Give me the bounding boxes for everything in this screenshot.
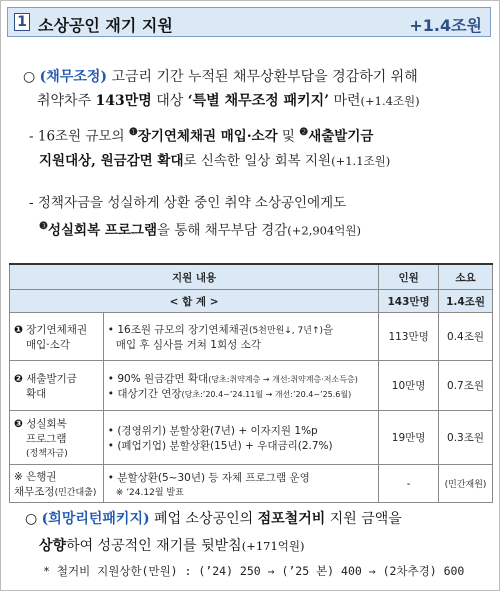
text: 취약차주 <box>37 93 96 109</box>
text: 및 <box>277 128 300 145</box>
total-budget: 1.4조원 <box>439 290 493 313</box>
row-name-line: 확대 <box>26 387 47 400</box>
text: 정책자금을 성실하게 상환 중인 취약 소상공인에게도 <box>33 195 347 211</box>
marker-2: ❷ <box>299 127 309 138</box>
highlight: 점포철거비 <box>257 511 326 527</box>
row-name-line: ※ 은행권 <box>14 470 57 483</box>
total-people: 143만명 <box>379 290 439 313</box>
row-name-line: 채무조정 <box>14 485 55 498</box>
row-people: - <box>379 465 439 503</box>
content-note: (당초:취약계층 → 개선:취약계층·저소득층) <box>208 374 358 384</box>
content-line: • 분할상환(5~30년) 등 자체 프로그램 운영 <box>107 471 310 484</box>
amount: (+1.4조원) <box>360 94 420 108</box>
highlight-count: 143만명 <box>95 93 152 109</box>
section-amount: +1.4조원 <box>409 16 482 35</box>
row-content <box>103 361 378 411</box>
row-name-line: 성실회복 <box>26 418 67 430</box>
row-name <box>10 361 104 411</box>
content-line: • 90% 원금감면 확대 <box>107 372 209 385</box>
row-name-line: (정책자금) <box>26 449 68 459</box>
highlight: 상향 <box>39 538 67 554</box>
tag-paren: ( <box>39 69 47 85</box>
content-line: 매입 후 심사를 거쳐 1회성 소각 <box>115 338 261 351</box>
row-number: ❸ <box>14 418 23 430</box>
tag-paren: ) <box>142 511 150 527</box>
content-line: • (경영위기) 분할상환(7년) + 이자지원 1%p <box>107 424 318 437</box>
row-content <box>103 465 378 503</box>
text: 16조원 규모의 <box>33 128 129 145</box>
row-people: 113만명 <box>379 313 439 361</box>
row-number: ❶ <box>14 323 23 336</box>
row-name-note: (민간대출) <box>54 487 97 498</box>
header-budget: 소요 <box>439 264 493 290</box>
amount: (+1.1조원) <box>331 153 391 168</box>
text: 대상 <box>151 93 188 109</box>
text: 폐업 소상공인의 <box>149 511 258 527</box>
paragraph-debt-restructuring <box>23 65 493 113</box>
amount: (+171억원) <box>241 539 305 553</box>
row-name-line: 프로그램 <box>26 433 67 445</box>
table-header-row <box>10 264 493 290</box>
highlight: 새출발기금 <box>308 128 374 145</box>
highlight: 성실회복 프로그램 <box>47 222 157 239</box>
row-name-line: 새출발기금 <box>26 372 77 385</box>
text: 지원 금액을 <box>325 511 402 527</box>
content-note: (당초:’20.4~’24.11월 → 개선:’20.4~’25.6월) <box>181 389 352 399</box>
row-budget: 0.7조원 <box>439 361 493 411</box>
total-label: < 합 계 > <box>10 290 379 313</box>
text: 마련 <box>329 93 361 109</box>
row-name-line: 장기연체채권 <box>26 323 88 336</box>
content-line: • (폐업기업) 분할상환(15년) + 우대금리(2.7%) <box>107 439 333 452</box>
row-budget: 0.3조원 <box>439 411 493 465</box>
section-title: 소상공인 재기 지원 <box>38 16 173 35</box>
row-number: ❷ <box>14 372 23 385</box>
paragraph-sub-2 <box>29 191 495 243</box>
paragraph-hope-return <box>25 506 495 560</box>
text: 로 신속한 일상 회복 지원 <box>183 152 332 169</box>
row-content <box>103 313 378 361</box>
row-budget: (민간재원) <box>439 465 493 503</box>
section-number: 1 <box>14 13 30 31</box>
content-note: (5천만원↓, 7년↑) <box>248 325 323 336</box>
row-content <box>103 411 378 465</box>
row-name-line: 매입·소각 <box>26 338 70 351</box>
highlight-package: ‘특별 채무조정 패키지’ <box>187 93 329 109</box>
text: 하여 성공적인 재기를 뒷받침 <box>66 538 242 554</box>
row-name <box>10 465 104 503</box>
row-people: 19만명 <box>379 411 439 465</box>
table-row <box>10 411 493 465</box>
text: 을 통해 채무부담 경감 <box>157 222 288 239</box>
highlight: 장기연체채권 매입·소각 <box>137 128 278 145</box>
content-line: 을 <box>323 323 334 336</box>
table-row <box>10 361 493 411</box>
marker-1: ❶ <box>128 127 138 138</box>
amount: (+2,904억원) <box>287 223 361 238</box>
row-budget: 0.4조원 <box>439 313 493 361</box>
tag-paren: ) <box>100 69 108 85</box>
highlight: 지원대상, 원금감면 확대 <box>39 152 184 169</box>
table-row <box>10 313 493 361</box>
text: 고금리 기간 누적된 채무상환부담을 경감하기 위해 <box>107 69 418 85</box>
tag-paren: ( <box>41 511 49 527</box>
bullet: ○ <box>25 511 38 527</box>
header-people: 인원 <box>379 264 439 290</box>
content-line: • 16조원 규모의 장기연체채권 <box>107 323 249 336</box>
section-header <box>7 7 491 37</box>
footnote: * 철거비 지원상한(만원) : (’24) 250 → (’25 본) 400 → (2차추경) 600 <box>43 564 465 578</box>
table-total-row <box>10 290 493 313</box>
row-people: 10만명 <box>379 361 439 411</box>
dash: - <box>29 195 34 211</box>
dash: - <box>29 128 34 145</box>
header-content: 지원 내용 <box>10 264 379 290</box>
marker-3: ❸ <box>39 221 48 232</box>
table-row <box>10 465 493 503</box>
paragraph-sub-1 <box>29 121 495 173</box>
support-table <box>9 263 493 503</box>
row-name <box>10 411 104 465</box>
row-name <box>10 313 104 361</box>
tag-label: 희망리턴패키지 <box>48 511 143 527</box>
bullet: ○ <box>23 69 36 85</box>
content-note: ※ ’24.12월 발표 <box>115 487 184 498</box>
tag-label: 채무조정 <box>46 69 101 85</box>
content-line: • 대상기간 연장 <box>107 387 182 400</box>
